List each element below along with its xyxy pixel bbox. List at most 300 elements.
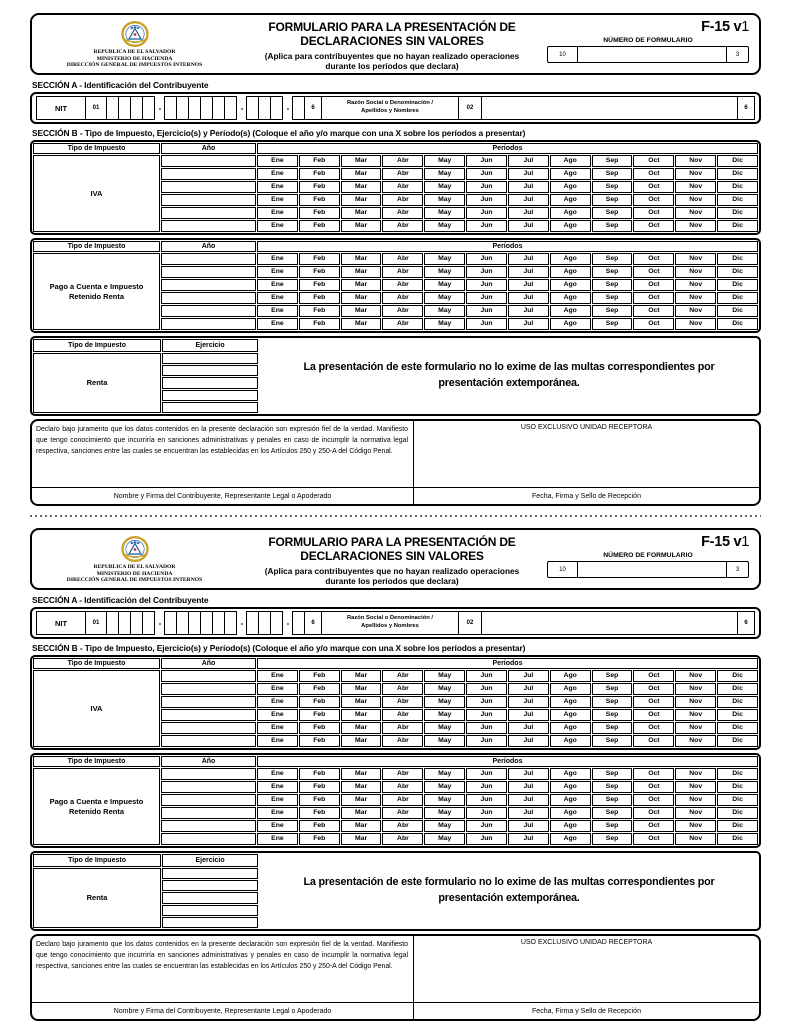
period-month-cell[interactable]: Sep <box>592 833 633 845</box>
period-month-cell[interactable]: Jun <box>466 194 507 206</box>
year-input-cell[interactable] <box>161 194 256 206</box>
period-month-cell[interactable]: Jun <box>466 735 507 747</box>
period-month-cell[interactable]: Feb <box>299 292 340 304</box>
period-month-cell[interactable]: Ene <box>257 220 298 232</box>
period-month-cell[interactable]: Abr <box>382 709 423 721</box>
period-month-cell[interactable]: Nov <box>675 768 716 780</box>
period-month-cell[interactable]: Ago <box>550 168 591 180</box>
year-input-cell[interactable] <box>161 696 256 708</box>
period-month-cell[interactable]: Sep <box>592 181 633 193</box>
period-month-cell[interactable]: Sep <box>592 709 633 721</box>
period-month-cell[interactable]: Feb <box>299 181 340 193</box>
period-month-cell[interactable]: May <box>424 820 465 832</box>
period-month-cell[interactable]: Abr <box>382 318 423 330</box>
ejercicio-input-cell[interactable] <box>162 390 258 401</box>
period-month-cell[interactable]: Sep <box>592 683 633 695</box>
year-input-cell[interactable] <box>161 318 256 330</box>
period-month-cell[interactable]: May <box>424 670 465 682</box>
period-month-cell[interactable]: Oct <box>633 318 674 330</box>
period-month-cell[interactable]: Nov <box>675 253 716 265</box>
nit-digit-box[interactable] <box>142 611 155 635</box>
year-input-cell[interactable] <box>161 833 256 845</box>
period-month-cell[interactable]: Dic <box>717 696 758 708</box>
ejercicio-input-cell[interactable] <box>162 377 258 388</box>
ejercicio-input-cell[interactable] <box>162 880 258 891</box>
period-month-cell[interactable]: Nov <box>675 722 716 734</box>
period-month-cell[interactable]: Jul <box>508 696 549 708</box>
period-month-cell[interactable]: Ago <box>550 318 591 330</box>
period-month-cell[interactable]: Nov <box>675 207 716 219</box>
year-input-cell[interactable] <box>161 220 256 232</box>
period-month-cell[interactable]: Ene <box>257 781 298 793</box>
nit-digit-box[interactable] <box>224 96 237 120</box>
period-month-cell[interactable]: Ago <box>550 207 591 219</box>
period-month-cell[interactable]: Oct <box>633 207 674 219</box>
period-month-cell[interactable]: May <box>424 292 465 304</box>
period-month-cell[interactable]: May <box>424 155 465 167</box>
period-month-cell[interactable]: Oct <box>633 266 674 278</box>
period-month-cell[interactable]: Jul <box>508 181 549 193</box>
period-month-cell[interactable]: Ene <box>257 279 298 291</box>
year-input-cell[interactable] <box>161 181 256 193</box>
period-month-cell[interactable]: Oct <box>633 807 674 819</box>
period-month-cell[interactable]: Dic <box>717 820 758 832</box>
period-month-cell[interactable]: Abr <box>382 781 423 793</box>
period-month-cell[interactable]: Dic <box>717 833 758 845</box>
period-month-cell[interactable]: Abr <box>382 207 423 219</box>
period-month-cell[interactable]: Ene <box>257 155 298 167</box>
period-month-cell[interactable]: Ene <box>257 722 298 734</box>
period-month-cell[interactable]: Jun <box>466 768 507 780</box>
period-month-cell[interactable]: Nov <box>675 181 716 193</box>
period-month-cell[interactable]: Dic <box>717 279 758 291</box>
period-month-cell[interactable]: Mar <box>341 670 382 682</box>
nit-digit-box[interactable] <box>270 96 283 120</box>
period-month-cell[interactable]: Jul <box>508 279 549 291</box>
period-month-cell[interactable]: Jun <box>466 266 507 278</box>
period-month-cell[interactable]: Oct <box>633 279 674 291</box>
period-month-cell[interactable]: Sep <box>592 207 633 219</box>
period-month-cell[interactable]: Feb <box>299 781 340 793</box>
period-month-cell[interactable]: Mar <box>341 833 382 845</box>
period-month-cell[interactable]: Feb <box>299 820 340 832</box>
period-month-cell[interactable]: Dic <box>717 794 758 806</box>
period-month-cell[interactable]: Jun <box>466 168 507 180</box>
period-month-cell[interactable]: May <box>424 794 465 806</box>
period-month-cell[interactable]: Abr <box>382 794 423 806</box>
period-month-cell[interactable]: May <box>424 253 465 265</box>
uso-exclusivo-area[interactable] <box>414 936 759 1003</box>
year-input-cell[interactable] <box>161 670 256 682</box>
period-month-cell[interactable]: Oct <box>633 820 674 832</box>
period-month-cell[interactable]: Jun <box>466 220 507 232</box>
period-month-cell[interactable]: Sep <box>592 305 633 317</box>
period-month-cell[interactable]: Jul <box>508 305 549 317</box>
period-month-cell[interactable]: Ago <box>550 722 591 734</box>
period-month-cell[interactable]: Dic <box>717 807 758 819</box>
period-month-cell[interactable]: Abr <box>382 253 423 265</box>
period-month-cell[interactable]: Ago <box>550 794 591 806</box>
period-month-cell[interactable]: Dic <box>717 735 758 747</box>
period-month-cell[interactable]: Jun <box>466 722 507 734</box>
period-month-cell[interactable]: Sep <box>592 735 633 747</box>
period-month-cell[interactable]: Nov <box>675 292 716 304</box>
period-month-cell[interactable]: May <box>424 181 465 193</box>
year-input-cell[interactable] <box>161 709 256 721</box>
period-month-cell[interactable]: Sep <box>592 194 633 206</box>
period-month-cell[interactable]: May <box>424 279 465 291</box>
period-month-cell[interactable]: Nov <box>675 318 716 330</box>
period-month-cell[interactable]: Nov <box>675 807 716 819</box>
year-input-cell[interactable] <box>161 768 256 780</box>
period-month-cell[interactable]: Nov <box>675 833 716 845</box>
period-month-cell[interactable]: Feb <box>299 807 340 819</box>
period-month-cell[interactable]: Mar <box>341 305 382 317</box>
period-month-cell[interactable]: Dic <box>717 168 758 180</box>
period-month-cell[interactable]: Ene <box>257 305 298 317</box>
period-month-cell[interactable]: Feb <box>299 722 340 734</box>
period-month-cell[interactable]: Jun <box>466 155 507 167</box>
year-input-cell[interactable] <box>161 253 256 265</box>
period-month-cell[interactable]: Dic <box>717 318 758 330</box>
year-input-cell[interactable] <box>161 794 256 806</box>
period-month-cell[interactable]: Abr <box>382 807 423 819</box>
period-month-cell[interactable]: Ago <box>550 292 591 304</box>
period-month-cell[interactable]: Ago <box>550 155 591 167</box>
period-month-cell[interactable]: Oct <box>633 305 674 317</box>
period-month-cell[interactable]: Sep <box>592 292 633 304</box>
period-month-cell[interactable]: Jul <box>508 318 549 330</box>
period-month-cell[interactable]: Mar <box>341 820 382 832</box>
period-month-cell[interactable]: Dic <box>717 670 758 682</box>
period-month-cell[interactable]: Mar <box>341 781 382 793</box>
period-month-cell[interactable]: Abr <box>382 768 423 780</box>
period-month-cell[interactable]: Feb <box>299 768 340 780</box>
period-month-cell[interactable]: Dic <box>717 305 758 317</box>
period-month-cell[interactable]: Jul <box>508 807 549 819</box>
period-month-cell[interactable]: Dic <box>717 266 758 278</box>
period-month-cell[interactable]: Sep <box>592 807 633 819</box>
ejercicio-input-cell[interactable] <box>162 353 258 364</box>
period-month-cell[interactable]: Nov <box>675 683 716 695</box>
period-month-cell[interactable]: Jul <box>508 266 549 278</box>
signature-area[interactable] <box>36 972 408 1002</box>
razon-social-input-field[interactable] <box>481 96 738 120</box>
period-month-cell[interactable]: Oct <box>633 768 674 780</box>
ejercicio-input-cell[interactable] <box>162 402 258 413</box>
period-month-cell[interactable]: Feb <box>299 207 340 219</box>
period-month-cell[interactable]: Jul <box>508 670 549 682</box>
year-input-cell[interactable] <box>161 266 256 278</box>
nit-digit-box[interactable] <box>142 96 155 120</box>
period-month-cell[interactable]: Oct <box>633 735 674 747</box>
year-input-cell[interactable] <box>161 781 256 793</box>
period-month-cell[interactable]: Feb <box>299 833 340 845</box>
period-month-cell[interactable]: Mar <box>341 168 382 180</box>
period-month-cell[interactable]: Jul <box>508 781 549 793</box>
period-month-cell[interactable]: Mar <box>341 292 382 304</box>
period-month-cell[interactable]: Mar <box>341 794 382 806</box>
period-month-cell[interactable]: Feb <box>299 735 340 747</box>
period-month-cell[interactable]: Ago <box>550 820 591 832</box>
period-month-cell[interactable]: May <box>424 735 465 747</box>
period-month-cell[interactable]: Nov <box>675 670 716 682</box>
period-month-cell[interactable]: Dic <box>717 181 758 193</box>
period-month-cell[interactable]: Ene <box>257 820 298 832</box>
period-month-cell[interactable]: May <box>424 833 465 845</box>
uso-exclusivo-area[interactable] <box>414 421 759 488</box>
period-month-cell[interactable]: Jun <box>466 820 507 832</box>
period-month-cell[interactable]: Nov <box>675 735 716 747</box>
period-month-cell[interactable]: Feb <box>299 168 340 180</box>
period-month-cell[interactable]: Jul <box>508 735 549 747</box>
period-month-cell[interactable]: May <box>424 207 465 219</box>
period-month-cell[interactable]: Jul <box>508 722 549 734</box>
period-month-cell[interactable]: May <box>424 683 465 695</box>
period-month-cell[interactable]: May <box>424 220 465 232</box>
period-month-cell[interactable]: Oct <box>633 794 674 806</box>
period-month-cell[interactable]: Ene <box>257 318 298 330</box>
period-month-cell[interactable]: Nov <box>675 305 716 317</box>
period-month-cell[interactable]: Ene <box>257 292 298 304</box>
period-month-cell[interactable]: Feb <box>299 266 340 278</box>
period-month-cell[interactable]: Dic <box>717 207 758 219</box>
period-month-cell[interactable]: Ago <box>550 781 591 793</box>
period-month-cell[interactable]: Jun <box>466 670 507 682</box>
period-month-cell[interactable]: Abr <box>382 220 423 232</box>
period-month-cell[interactable]: May <box>424 318 465 330</box>
ejercicio-input-cell[interactable] <box>162 905 258 916</box>
period-month-cell[interactable]: Nov <box>675 794 716 806</box>
period-month-cell[interactable]: Ene <box>257 794 298 806</box>
period-month-cell[interactable]: Feb <box>299 670 340 682</box>
period-month-cell[interactable]: Feb <box>299 318 340 330</box>
period-month-cell[interactable]: Jun <box>466 696 507 708</box>
period-month-cell[interactable]: Ago <box>550 709 591 721</box>
period-month-cell[interactable]: Jul <box>508 768 549 780</box>
period-month-cell[interactable]: Jul <box>508 709 549 721</box>
period-month-cell[interactable]: Jun <box>466 279 507 291</box>
period-month-cell[interactable]: Jun <box>466 207 507 219</box>
period-month-cell[interactable]: Nov <box>675 168 716 180</box>
year-input-cell[interactable] <box>161 292 256 304</box>
period-month-cell[interactable]: Mar <box>341 279 382 291</box>
year-input-cell[interactable] <box>161 305 256 317</box>
period-month-cell[interactable]: Jun <box>466 683 507 695</box>
period-month-cell[interactable]: Jun <box>466 781 507 793</box>
period-month-cell[interactable]: May <box>424 807 465 819</box>
period-month-cell[interactable]: Mar <box>341 181 382 193</box>
period-month-cell[interactable]: Jul <box>508 253 549 265</box>
period-month-cell[interactable]: Feb <box>299 253 340 265</box>
period-month-cell[interactable]: Oct <box>633 168 674 180</box>
period-month-cell[interactable]: Nov <box>675 709 716 721</box>
period-month-cell[interactable]: Sep <box>592 768 633 780</box>
period-month-cell[interactable]: Ago <box>550 279 591 291</box>
period-month-cell[interactable]: Ago <box>550 220 591 232</box>
period-month-cell[interactable]: Sep <box>592 794 633 806</box>
period-month-cell[interactable]: Ene <box>257 709 298 721</box>
period-month-cell[interactable]: Abr <box>382 168 423 180</box>
period-month-cell[interactable]: Oct <box>633 696 674 708</box>
period-month-cell[interactable]: Feb <box>299 194 340 206</box>
period-month-cell[interactable]: Mar <box>341 318 382 330</box>
period-month-cell[interactable]: Nov <box>675 820 716 832</box>
period-month-cell[interactable]: Sep <box>592 820 633 832</box>
razon-social-input-field[interactable] <box>481 611 738 635</box>
period-month-cell[interactable]: Abr <box>382 292 423 304</box>
period-month-cell[interactable]: Ene <box>257 807 298 819</box>
period-month-cell[interactable]: Mar <box>341 709 382 721</box>
period-month-cell[interactable]: Nov <box>675 220 716 232</box>
period-month-cell[interactable]: Nov <box>675 781 716 793</box>
period-month-cell[interactable]: Dic <box>717 194 758 206</box>
period-month-cell[interactable]: Feb <box>299 220 340 232</box>
period-month-cell[interactable]: Dic <box>717 292 758 304</box>
period-month-cell[interactable]: Ago <box>550 194 591 206</box>
period-month-cell[interactable]: Ene <box>257 735 298 747</box>
period-month-cell[interactable]: Jun <box>466 833 507 845</box>
period-month-cell[interactable]: Ene <box>257 207 298 219</box>
period-month-cell[interactable]: May <box>424 781 465 793</box>
period-month-cell[interactable]: Mar <box>341 194 382 206</box>
period-month-cell[interactable]: Ago <box>550 768 591 780</box>
year-input-cell[interactable] <box>161 722 256 734</box>
period-month-cell[interactable]: Abr <box>382 696 423 708</box>
period-month-cell[interactable]: Feb <box>299 794 340 806</box>
numero-formulario-field[interactable] <box>578 47 726 62</box>
period-month-cell[interactable]: Ene <box>257 168 298 180</box>
period-month-cell[interactable]: Oct <box>633 155 674 167</box>
period-month-cell[interactable]: Abr <box>382 155 423 167</box>
period-month-cell[interactable]: May <box>424 194 465 206</box>
period-month-cell[interactable]: Jun <box>466 292 507 304</box>
ejercicio-input-cell[interactable] <box>162 365 258 376</box>
period-month-cell[interactable]: Oct <box>633 683 674 695</box>
period-month-cell[interactable]: Jun <box>466 807 507 819</box>
period-month-cell[interactable]: Dic <box>717 220 758 232</box>
period-month-cell[interactable]: Jun <box>466 253 507 265</box>
period-month-cell[interactable]: Jul <box>508 194 549 206</box>
period-month-cell[interactable]: Jul <box>508 168 549 180</box>
period-month-cell[interactable]: Mar <box>341 220 382 232</box>
period-month-cell[interactable]: Abr <box>382 181 423 193</box>
period-month-cell[interactable]: Abr <box>382 833 423 845</box>
year-input-cell[interactable] <box>161 207 256 219</box>
period-month-cell[interactable]: Ago <box>550 670 591 682</box>
period-month-cell[interactable]: Jun <box>466 709 507 721</box>
year-input-cell[interactable] <box>161 735 256 747</box>
period-month-cell[interactable]: Feb <box>299 696 340 708</box>
period-month-cell[interactable]: Mar <box>341 768 382 780</box>
period-month-cell[interactable]: Ene <box>257 833 298 845</box>
period-month-cell[interactable]: Ago <box>550 181 591 193</box>
period-month-cell[interactable]: Ene <box>257 181 298 193</box>
year-input-cell[interactable] <box>161 683 256 695</box>
period-month-cell[interactable]: Sep <box>592 266 633 278</box>
ejercicio-input-cell[interactable] <box>162 868 258 879</box>
numero-formulario-field[interactable] <box>578 562 726 577</box>
period-month-cell[interactable]: Ene <box>257 768 298 780</box>
ejercicio-input-cell[interactable] <box>162 917 258 928</box>
period-month-cell[interactable]: Jul <box>508 794 549 806</box>
period-month-cell[interactable]: Sep <box>592 279 633 291</box>
period-month-cell[interactable]: Jul <box>508 833 549 845</box>
period-month-cell[interactable]: Ago <box>550 807 591 819</box>
year-input-cell[interactable] <box>161 820 256 832</box>
period-month-cell[interactable]: Feb <box>299 683 340 695</box>
period-month-cell[interactable]: Ene <box>257 253 298 265</box>
period-month-cell[interactable]: Abr <box>382 670 423 682</box>
period-month-cell[interactable]: Feb <box>299 709 340 721</box>
period-month-cell[interactable]: Mar <box>341 155 382 167</box>
period-month-cell[interactable]: Sep <box>592 670 633 682</box>
period-month-cell[interactable]: Oct <box>633 220 674 232</box>
period-month-cell[interactable]: Sep <box>592 155 633 167</box>
period-month-cell[interactable]: Oct <box>633 194 674 206</box>
year-input-cell[interactable] <box>161 155 256 167</box>
period-month-cell[interactable]: Abr <box>382 279 423 291</box>
period-month-cell[interactable]: May <box>424 266 465 278</box>
period-month-cell[interactable]: Sep <box>592 722 633 734</box>
period-month-cell[interactable]: Nov <box>675 155 716 167</box>
period-month-cell[interactable]: Jun <box>466 305 507 317</box>
period-month-cell[interactable]: Jun <box>466 318 507 330</box>
period-month-cell[interactable]: Abr <box>382 305 423 317</box>
nit-digit-box[interactable] <box>270 611 283 635</box>
period-month-cell[interactable]: Nov <box>675 266 716 278</box>
period-month-cell[interactable]: Jul <box>508 820 549 832</box>
period-month-cell[interactable]: Feb <box>299 155 340 167</box>
period-month-cell[interactable]: Mar <box>341 696 382 708</box>
period-month-cell[interactable]: Ago <box>550 833 591 845</box>
period-month-cell[interactable]: Sep <box>592 253 633 265</box>
period-month-cell[interactable]: Dic <box>717 253 758 265</box>
period-month-cell[interactable]: Abr <box>382 820 423 832</box>
period-month-cell[interactable]: Mar <box>341 683 382 695</box>
year-input-cell[interactable] <box>161 279 256 291</box>
period-month-cell[interactable]: Feb <box>299 305 340 317</box>
period-month-cell[interactable]: Jul <box>508 207 549 219</box>
period-month-cell[interactable]: Abr <box>382 683 423 695</box>
period-month-cell[interactable]: Sep <box>592 696 633 708</box>
period-month-cell[interactable]: Abr <box>382 266 423 278</box>
period-month-cell[interactable]: Ene <box>257 266 298 278</box>
period-month-cell[interactable]: Dic <box>717 768 758 780</box>
period-month-cell[interactable]: May <box>424 168 465 180</box>
period-month-cell[interactable]: Mar <box>341 807 382 819</box>
period-month-cell[interactable]: Jul <box>508 155 549 167</box>
period-month-cell[interactable]: May <box>424 709 465 721</box>
period-month-cell[interactable]: Mar <box>341 735 382 747</box>
signature-area[interactable] <box>36 457 408 487</box>
period-month-cell[interactable]: Sep <box>592 168 633 180</box>
period-month-cell[interactable]: Oct <box>633 781 674 793</box>
period-month-cell[interactable]: Oct <box>633 709 674 721</box>
period-month-cell[interactable]: Sep <box>592 781 633 793</box>
period-month-cell[interactable]: May <box>424 305 465 317</box>
period-month-cell[interactable]: Ene <box>257 683 298 695</box>
period-month-cell[interactable]: Ago <box>550 696 591 708</box>
period-month-cell[interactable]: Nov <box>675 279 716 291</box>
period-month-cell[interactable]: Oct <box>633 253 674 265</box>
ejercicio-input-cell[interactable] <box>162 892 258 903</box>
period-month-cell[interactable]: Jul <box>508 292 549 304</box>
period-month-cell[interactable]: Nov <box>675 194 716 206</box>
period-month-cell[interactable]: Oct <box>633 181 674 193</box>
period-month-cell[interactable]: Ago <box>550 305 591 317</box>
period-month-cell[interactable]: Dic <box>717 722 758 734</box>
